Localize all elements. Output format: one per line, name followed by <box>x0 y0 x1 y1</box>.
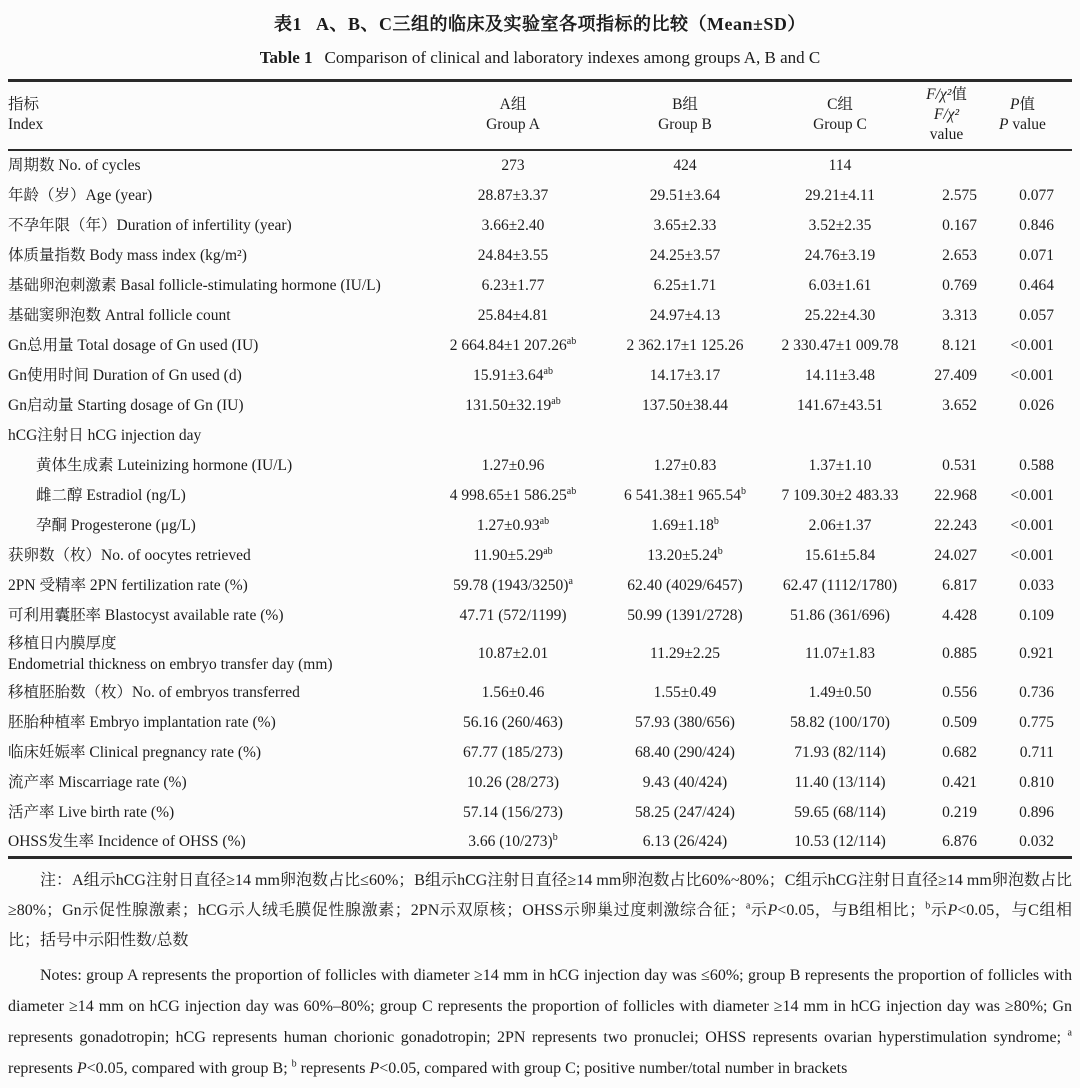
cell-group-a: 6.23±1.77 <box>481 276 545 294</box>
cell-index-label: 孕酮 Progesterone (μg/L) <box>36 516 196 534</box>
cell-group-b: 6.25±1.71 <box>653 276 717 294</box>
cell-group-a: 3.66±2.40 <box>481 216 545 234</box>
cell-f-value: 0.421 <box>942 773 977 791</box>
cell-group-b: 14.17±3.17 <box>649 366 721 384</box>
cell-group-c <box>764 420 916 450</box>
note-segment: 示 <box>930 901 948 919</box>
cell-p-value: <0.001 <box>1010 486 1054 504</box>
header-row <box>8 81 1072 151</box>
cell-group-a: 10.87±2.01 <box>477 645 549 662</box>
cell-f-value: 0.556 <box>942 683 977 701</box>
cell-index-label: Gn使用时间 Duration of Gn used (d) <box>8 366 242 384</box>
table-row <box>8 540 1072 570</box>
cell-index-label: 活产率 Live birth rate (%) <box>8 803 175 821</box>
cell-p-value: 0.846 <box>1019 216 1054 234</box>
table-row <box>8 707 1072 737</box>
header-p-value <box>991 81 1072 151</box>
cell-group-b: 62.40 (4029/6457) <box>627 576 743 594</box>
cell-group-a: 4 998.65±1 586.25$^{ab}$ <box>449 485 577 504</box>
cell-group-c: 58.82 (100/170) <box>790 713 890 731</box>
header-f-en-rest: value <box>929 126 964 143</box>
cell-p-value <box>991 420 1072 450</box>
header-group-b-en: Group B <box>658 116 712 133</box>
header-index-en: Index <box>8 116 44 133</box>
header-index-zh: 指标 <box>8 96 40 113</box>
note-segment: b <box>291 1058 297 1070</box>
cell-group-c: 10.53 (12/114) <box>794 832 886 850</box>
cell-index-label: 2PN 受精率 2PN fertilization rate (%) <box>8 576 248 594</box>
header-group-c <box>764 81 916 151</box>
header-group-c-zh: C组 <box>827 96 853 113</box>
cell-group-a: 59.78 $(1943/3250)^a$ <box>453 575 573 594</box>
table-row <box>8 360 1072 390</box>
table-row <box>8 330 1072 360</box>
cell-f-value: 0.885 <box>942 645 977 662</box>
cell-group-b: 1.69±1.18$^b$ <box>651 515 719 534</box>
cell-p-value: 0.057 <box>1019 306 1054 324</box>
cell-group-b: 68.40 (290/424) <box>635 743 735 761</box>
cell-group-a: 15.91±3.64$^{ab}$ <box>473 365 553 384</box>
cell-group-c: 1.49±0.50 <box>808 683 872 701</box>
note-segment: <0.05, compared with group B; <box>86 1059 292 1077</box>
table-title-en-text: Comparison of clinical and laboratory indexes among groups A, B and C <box>324 48 821 67</box>
cell-group-b: 1.27±0.83 <box>653 456 717 474</box>
table-row <box>8 737 1072 767</box>
cell-group-c: 7 109.30±2 483.33 <box>781 486 899 504</box>
header-f-zh-rest: 值 <box>951 86 967 103</box>
cell-group-c: 1.37±1.10 <box>808 456 872 474</box>
cell-f-value: 0.167 <box>942 216 977 234</box>
table-row <box>8 450 1072 480</box>
header-p-zh-symbol: P <box>1010 96 1020 113</box>
header-f-chi2 <box>916 81 991 151</box>
cell-f-value: 0.682 <box>942 743 977 761</box>
cell-p-value: 0.026 <box>1019 396 1054 414</box>
table-row <box>8 570 1072 600</box>
cell-group-b: 3.65±2.33 <box>653 216 717 234</box>
cell-group-b: 57.93 (380/656) <box>635 713 735 731</box>
note-segment: represents <box>296 1059 370 1077</box>
cell-group-c: 29.21±4.11 <box>805 186 875 204</box>
note-segment: b <box>925 900 931 912</box>
note-segment: a <box>745 900 751 912</box>
table-row <box>8 300 1072 330</box>
cell-index-label: 黄体生成素 Luteinizing hormone (IU/L) <box>36 456 293 474</box>
note-segment: P <box>947 901 958 919</box>
note-segment: <0.05，与C组相比；括号中示阳性数/总数 <box>8 901 1072 949</box>
cell-group-c: 59.65 (68/114) <box>794 803 886 821</box>
cell-group-c: 15.61±5.84 <box>804 546 876 564</box>
header-group-a-zh: A组 <box>499 96 527 113</box>
cell-group-a <box>420 420 606 450</box>
cell-p-value: 0.109 <box>1019 606 1054 624</box>
table-title-zh-text: A、B、C三组的临床及实验室各项指标的比较（Mean±SD） <box>316 14 806 34</box>
cell-group-b <box>606 420 764 450</box>
header-f-en-symbol: F/χ² <box>933 106 960 123</box>
cell-p-value: 0.775 <box>1019 713 1054 731</box>
cell-group-b: 6 541.38±1 965.54$^b$ <box>623 485 746 504</box>
cell-group-a: 3.66 $(10/273)^b$ <box>468 831 558 850</box>
cell-f-value: 24.027 <box>934 546 977 564</box>
cell-group-c: 71.93 (82/114) <box>794 743 886 761</box>
table-title-english <box>8 48 1072 68</box>
cell-group-b: 50.99 (1391/2728) <box>627 606 743 624</box>
cell-f-value: 0.219 <box>942 803 977 821</box>
cell-p-value: 0.921 <box>1019 645 1054 662</box>
table-header <box>8 81 1072 151</box>
cell-index-label: 体质量指数 Body mass index (kg/m²) <box>8 246 247 264</box>
cell-index-label: 移植日内膜厚度 Endometrial thickness on embryo transfer day (mm) <box>8 634 333 673</box>
header-group-b <box>606 81 764 151</box>
cell-f-value <box>916 420 991 450</box>
cell-group-b: 29.51±3.64 <box>649 186 721 204</box>
cell-f-value: 0.769 <box>942 276 977 294</box>
notes-english <box>8 960 1072 1084</box>
header-index <box>8 81 420 151</box>
table-number-en: Table 1 <box>259 48 313 67</box>
cell-group-a: 25.84±4.81 <box>477 306 549 324</box>
cell-f-value: 0.509 <box>942 713 977 731</box>
table-row <box>8 797 1072 827</box>
note-segment: <0.05, compared with group C; positive number/total number in brackets <box>379 1059 848 1077</box>
table-number-zh: 表1 <box>274 14 303 34</box>
table-title-chinese <box>8 6 1072 36</box>
cell-group-c: 62.47 (1112/1780) <box>782 576 898 594</box>
table-row <box>8 150 1072 180</box>
cell-p-value: 0.896 <box>1019 803 1054 821</box>
cell-index-label: 年龄（岁）Age (year) <box>8 186 153 204</box>
cell-group-a: 273 <box>501 157 525 174</box>
table-row <box>8 510 1072 540</box>
header-p-en-symbol: P <box>999 116 1009 133</box>
cell-f-value: 22.243 <box>934 516 977 534</box>
cell-group-b: 58.25 (247/424) <box>635 803 735 821</box>
cell-p-value: 0.071 <box>1019 246 1054 264</box>
cell-f-value: 6.876 <box>942 832 977 850</box>
cell-index-label: Gn启动量 Starting dosage of Gn (IU) <box>8 396 244 414</box>
cell-index-label: 雌二醇 Estradiol (ng/L) <box>36 486 186 504</box>
note-segment: 示 <box>750 901 768 919</box>
cell-group-b: 2 362.17±1 125.26 <box>626 336 744 354</box>
cell-group-c: 25.22±4.30 <box>804 306 876 324</box>
cell-group-b: 13.20±5.24$^b$ <box>647 545 723 564</box>
cell-group-a: 11.90±5.29$^{ab}$ <box>473 545 553 564</box>
cell-index-label: 移植胚胎数（枚）No. of embryos transferred <box>8 683 300 701</box>
cell-p-value <box>991 150 1072 180</box>
section-row <box>8 420 1072 450</box>
cell-group-c: 14.11±3.48 <box>805 366 875 384</box>
cell-group-c: 141.67±43.51 <box>796 396 883 414</box>
cell-p-value: 0.464 <box>1019 276 1054 294</box>
table-row <box>8 767 1072 797</box>
cell-index-label: 基础卵泡刺激素 Basal follicle-stimulating hormone (IU/L) <box>8 276 381 294</box>
cell-f-value: 3.313 <box>942 306 977 324</box>
cell-group-c: 11.07±1.83 <box>805 645 875 662</box>
cell-index-label: 基础窦卵泡数 Antral follicle count <box>8 306 231 324</box>
cell-f-value: 27.409 <box>934 366 977 384</box>
table-row <box>8 630 1072 677</box>
note-segment: represents <box>8 1059 77 1077</box>
note-segment: P <box>369 1059 380 1077</box>
cell-group-a: 2 664.84±1 207.26$^{ab}$ <box>449 335 577 354</box>
cell-group-c: 2.06±1.37 <box>808 516 872 534</box>
cell-group-a: 67.77 (185/273) <box>463 743 563 761</box>
cell-p-value: 0.033 <box>1019 576 1054 594</box>
cell-group-c: 11.40 (13/114) <box>794 773 886 791</box>
cell-f-value: 22.968 <box>934 486 977 504</box>
cell-index-label: OHSS发生率 Incidence of OHSS (%) <box>8 832 246 850</box>
cell-index-label: 胚胎种植率 Embryo implantation rate (%) <box>8 713 276 731</box>
note-segment: a <box>1067 1027 1072 1039</box>
cell-p-value: <0.001 <box>1010 336 1054 354</box>
cell-f-value: 2.575 <box>942 186 977 204</box>
cell-group-c: 51.86 (361/696) <box>790 606 890 624</box>
cell-f-value <box>916 150 991 180</box>
table-body <box>8 150 1072 857</box>
cell-group-c: 6.03±1.61 <box>808 276 872 294</box>
note-segment: 注：A组示hCG注射日直径≥14 mm卵泡数占比≤60%；B组示hCG注射日直径≥14 mm卵泡数占比60%~80%；C组示hCG注射日直径≥14 mm卵泡数占比≥80%；Gn示促性腺激素；hCG示人绒毛膜促性腺激素；2PN示双原核；OHSS示卵巢过度刺激综合征； <box>8 871 1072 919</box>
note-segment: P <box>76 1059 87 1077</box>
header-group-a <box>420 81 606 151</box>
cell-index-label: 临床妊娠率 Clinical pregnancy rate (%) <box>8 743 262 761</box>
header-p-en-rest: value <box>1008 116 1046 133</box>
table-row <box>8 210 1072 240</box>
comparison-table <box>8 79 1072 859</box>
cell-p-value: 0.588 <box>1019 456 1054 474</box>
cell-f-value: 8.121 <box>942 336 977 354</box>
cell-group-b: 1.55±0.49 <box>653 683 717 701</box>
table-row <box>8 480 1072 510</box>
cell-group-a: 131.50±32.19$^{ab}$ <box>465 395 561 414</box>
cell-group-a: 1.27±0.93$^{ab}$ <box>476 515 550 534</box>
notes-chinese <box>8 866 1072 956</box>
cell-group-a: 56.16 (260/463) <box>463 713 563 731</box>
cell-index-label: 可利用囊胚率 Blastocyst available rate (%) <box>8 606 284 624</box>
cell-group-b: 24.25±3.57 <box>649 246 721 264</box>
cell-index-label: Gn总用量 Total dosage of Gn used (IU) <box>8 336 259 354</box>
cell-f-value: 6.817 <box>942 576 977 594</box>
header-group-b-zh: B组 <box>672 96 698 113</box>
cell-group-b: 24.97±4.13 <box>649 306 721 324</box>
cell-group-b: 424 <box>673 157 697 174</box>
cell-group-b: 9.43 (40/424) <box>642 773 728 791</box>
cell-p-value: <0.001 <box>1010 366 1054 384</box>
table-row <box>8 827 1072 857</box>
cell-index-label: 获卵数（枚）No. of oocytes retrieved <box>8 546 251 564</box>
cell-group-a: 57.14 (156/273) <box>463 803 563 821</box>
cell-group-c: 3.52±2.35 <box>808 216 872 234</box>
cell-p-value: <0.001 <box>1010 546 1054 564</box>
cell-group-b: 11.29±2.25 <box>650 645 720 662</box>
cell-group-a: 47.71 (572/1199) <box>459 606 567 624</box>
cell-group-b: 137.50±38.44 <box>641 396 728 414</box>
cell-f-value: 2.653 <box>942 246 977 264</box>
cell-p-value: 0.810 <box>1019 773 1054 791</box>
header-f-zh-symbol: F/χ² <box>926 86 952 103</box>
cell-group-a: 28.87±3.37 <box>477 186 549 204</box>
cell-f-value: 3.652 <box>942 396 977 414</box>
table-row <box>8 270 1072 300</box>
note-segment: <0.05，与B组相比； <box>777 901 926 919</box>
cell-f-value: 4.428 <box>942 606 977 624</box>
table-row <box>8 600 1072 630</box>
cell-p-value: <0.001 <box>1010 516 1054 534</box>
cell-group-c: 24.76±3.19 <box>804 246 876 264</box>
note-segment: Notes: group A represents the proportion of follicles with diameter ≥14 mm in hCG injection day was ≤60%; group B represents the proportion of follicles with diameter ≥14 mm on hCG injection day was 60%–80%; group C represents the proportion of follicles with diameter ≥14 mm in hCG injection day was ≥80%; Gn represents gonadotropin; hCG represents human chorionic gonadotropin; 2PN represents two pronuclei; OHSS represents ovarian hyperstimulation syndrome; <box>8 966 1072 1046</box>
cell-group-a: 1.56±0.46 <box>481 683 545 701</box>
cell-p-value: 0.077 <box>1019 186 1054 204</box>
cell-index-label: 周期数 No. of cycles <box>8 157 141 174</box>
header-group-c-en: Group C <box>813 116 867 133</box>
note-segment: P <box>767 901 778 919</box>
table-row <box>8 180 1072 210</box>
cell-group-b: 6.13 (26/424) <box>642 832 728 850</box>
cell-p-value: 0.736 <box>1019 683 1054 701</box>
cell-p-value: 0.032 <box>1019 832 1054 850</box>
cell-group-a: 10.26 (28/273) <box>466 773 560 791</box>
table-row <box>8 390 1072 420</box>
cell-f-value: 0.531 <box>942 456 977 474</box>
cell-index-label: 流产率 Miscarriage rate (%) <box>8 773 187 791</box>
header-group-a-en: Group A <box>486 116 540 133</box>
header-p-zh-rest: 值 <box>1019 96 1035 113</box>
table-row <box>8 677 1072 707</box>
cell-group-c: 114 <box>828 157 852 174</box>
cell-group-a: 24.84±3.55 <box>477 246 549 264</box>
cell-index-label: hCG注射日 hCG injection day <box>8 426 202 444</box>
cell-p-value: 0.711 <box>1019 743 1054 761</box>
cell-group-c: 2 330.47±1 009.78 <box>781 336 899 354</box>
cell-group-a: 1.27±0.96 <box>481 456 545 474</box>
cell-index-label: 不孕年限（年）Duration of infertility (year) <box>8 216 292 234</box>
table-row <box>8 240 1072 270</box>
